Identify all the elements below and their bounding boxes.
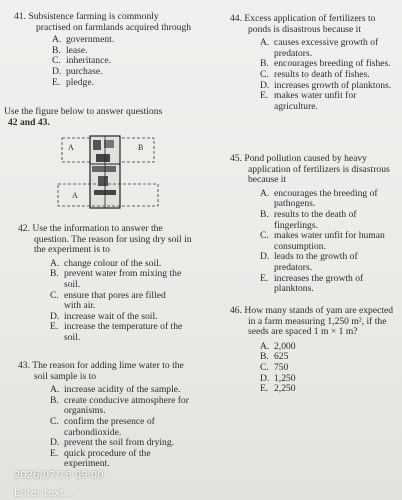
option-e[interactable]: E. 2,250 xyxy=(260,383,296,395)
option-b[interactable]: B. create conducive atmosphere for organisms. xyxy=(50,394,189,417)
question-43 xyxy=(18,361,198,470)
question-41-stem xyxy=(14,12,194,33)
question-number: 46. xyxy=(230,305,242,316)
option-a[interactable]: A. causes excessive growth of predators. xyxy=(260,37,379,59)
question-number: 42. xyxy=(18,223,30,234)
figure-intro-text: Use the figure below to answer questions xyxy=(4,106,163,117)
question-number: 44. xyxy=(230,13,242,24)
question-42-stem xyxy=(18,224,198,256)
option-c[interactable]: C. results to death of fishes. xyxy=(260,68,370,80)
option-e[interactable]: E. increases the growth of planktons. xyxy=(260,272,364,295)
question-41 xyxy=(14,12,194,88)
label-a-top: A xyxy=(68,143,74,152)
option-c[interactable]: C. 750 xyxy=(260,361,289,373)
option-d[interactable]: D. leads to the growth of predators. xyxy=(260,251,358,273)
options-45 xyxy=(260,189,398,295)
label-a-bottom: A xyxy=(72,191,78,200)
question-number: 45. xyxy=(230,153,242,164)
question-46-stem xyxy=(230,306,400,338)
question-text: Subsistence farming is commonly practised on farmlands acquired through xyxy=(28,11,192,33)
options-43 xyxy=(50,385,198,470)
question-44 xyxy=(230,14,398,112)
photo-timestamp: 2026/07/18 09:00 xyxy=(14,470,104,481)
options-44 xyxy=(260,38,398,112)
question-text: Excess application of fertilizers to ponds is disastrous because it xyxy=(244,13,376,35)
option-d[interactable]: D. increase wait of the soil. xyxy=(50,310,158,322)
option-c[interactable]: C. inheritance. xyxy=(52,55,112,67)
option-c[interactable]: C. makes water unfit for human consumption. xyxy=(260,230,385,252)
option-e[interactable]: E. increase the temperature of the soil. xyxy=(50,321,183,343)
question-45 xyxy=(230,154,398,295)
option-a[interactable]: A. government. xyxy=(52,34,115,46)
question-text: The reason for adding lime water to the soil sample is to xyxy=(32,360,184,382)
options-42 xyxy=(50,259,198,344)
option-d[interactable]: D. prevent the soil from drying. xyxy=(50,437,175,449)
options-41 xyxy=(52,35,194,88)
option-b[interactable]: B. encourages breeding of fishes. xyxy=(260,58,391,70)
question-46 xyxy=(230,306,400,395)
option-c[interactable]: C. confirm the presence of carbondioxide. xyxy=(50,415,155,438)
question-number: 43. xyxy=(18,360,30,371)
question-44-stem xyxy=(230,14,398,35)
option-b[interactable]: B. lease. xyxy=(52,44,88,56)
question-text: Pond pollution caused by heavy application of fertilizers is disastrous because it xyxy=(244,153,390,186)
text-input-hint[interactable]: Enter text... xyxy=(14,488,74,499)
label-b: B xyxy=(138,143,144,152)
question-number: 41. xyxy=(14,11,26,22)
experiment-figure xyxy=(52,134,164,214)
experiment-diagram xyxy=(52,134,164,214)
option-b[interactable]: B. prevent water from mixing the soil. xyxy=(50,268,182,290)
option-a[interactable]: A. increase acidity of the sample. xyxy=(50,384,181,396)
option-a[interactable]: A. change colour of the soil. xyxy=(50,257,162,269)
option-b[interactable]: B. 625 xyxy=(260,351,289,363)
option-d[interactable]: D. 1,250 xyxy=(260,372,296,384)
question-45-stem xyxy=(230,154,398,186)
option-a[interactable]: A. 2,000 xyxy=(260,340,296,352)
figure-intro-numbers: 42 and 43. xyxy=(8,116,50,128)
figure-intro xyxy=(4,107,204,128)
option-b[interactable]: B. results to the death of fingerlings. xyxy=(260,208,357,231)
option-d[interactable]: D. increases growth of planktons. xyxy=(260,79,392,91)
question-text: Use the information to answer the question. The reason for using dry soil in the experiment is to xyxy=(32,223,192,256)
option-d[interactable]: D. purchase. xyxy=(52,65,103,77)
options-46 xyxy=(260,342,400,395)
option-a[interactable]: A. encourages the breeding of pathogens. xyxy=(260,187,378,210)
option-e[interactable]: E. makes water unfit for agriculture. xyxy=(260,90,357,112)
option-e[interactable]: E. pledge. xyxy=(52,76,94,88)
question-43-stem xyxy=(18,361,198,382)
option-e[interactable]: E. quick procedure of the experiment. xyxy=(50,447,151,470)
question-42 xyxy=(18,224,198,344)
option-c[interactable]: C. ensure that pores are filled with air. xyxy=(50,289,166,312)
question-text: How many stands of yam are expected in a farm measuring 1,250 m², if the seeds are spaced 1 m × 1 m? xyxy=(244,305,394,338)
